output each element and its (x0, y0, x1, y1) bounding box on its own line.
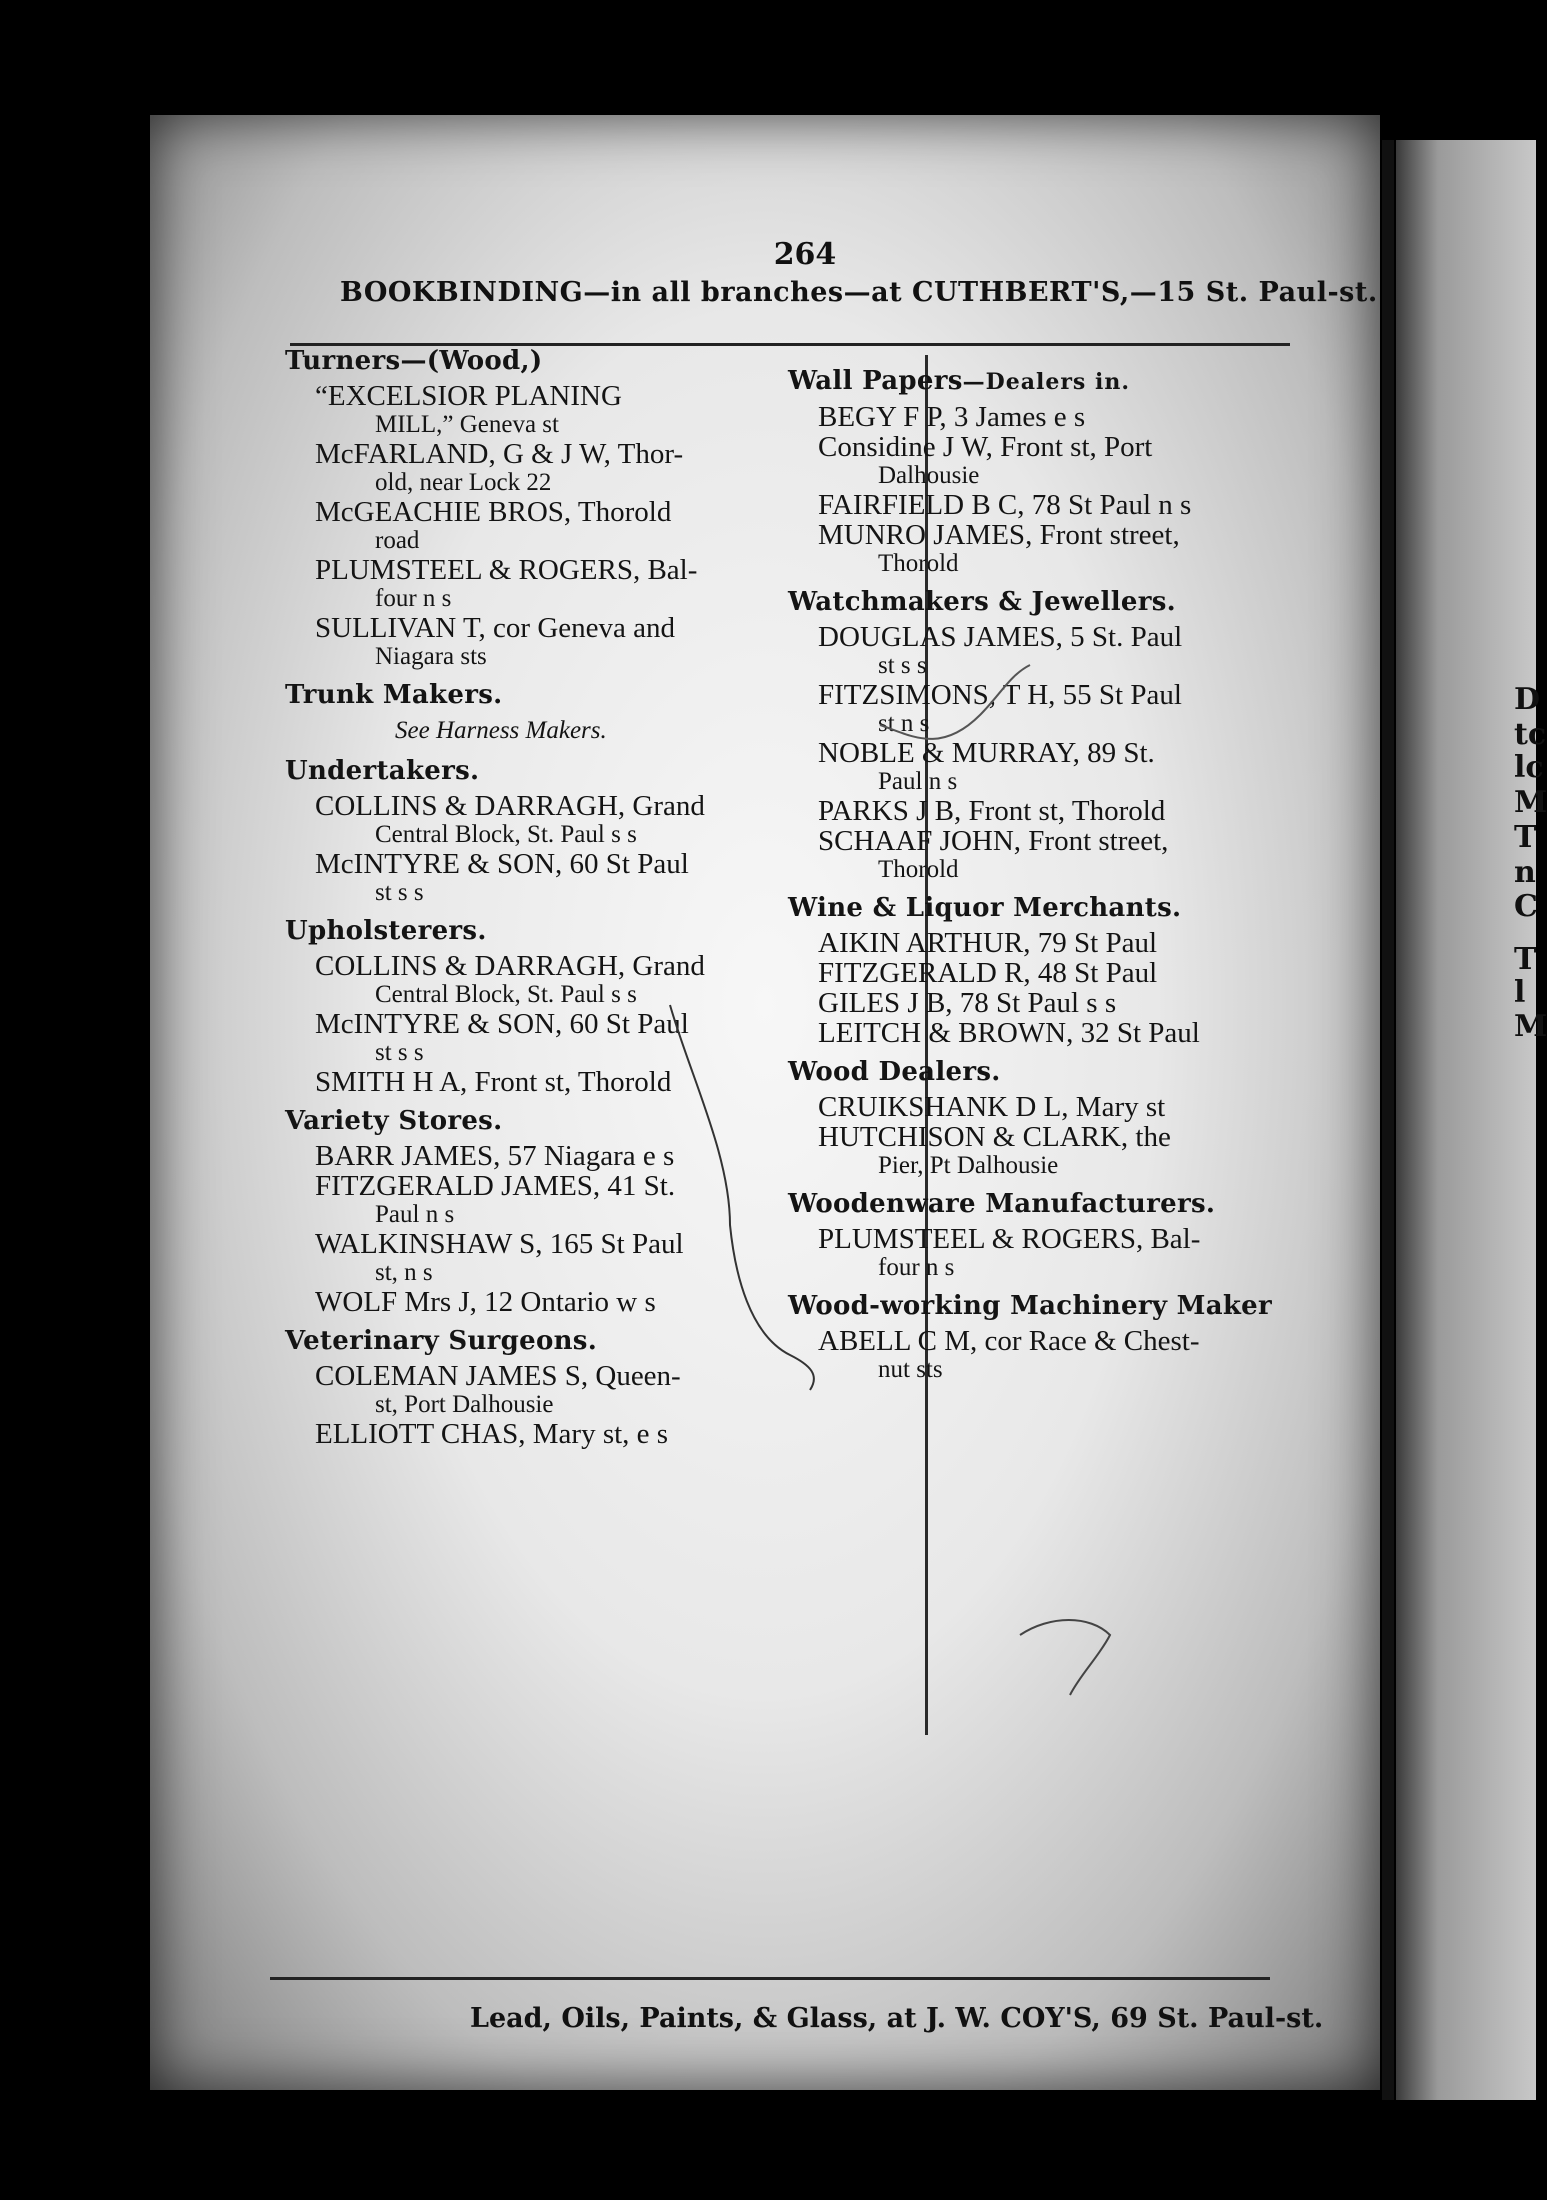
list-item: McGEACHIE BROS, Thorold road (315, 496, 672, 554)
section-heading: Upholsterers. (285, 916, 487, 946)
section-heading: Veterinary Surgeons. (285, 1326, 598, 1356)
adjacent-page-fragment: M (1514, 785, 1547, 820)
list-item: LEITCH & BROWN, 32 St Paul (818, 1017, 1200, 1049)
adjacent-page-fragment: M (1514, 1009, 1547, 1044)
section-watchmakers (788, 584, 1418, 884)
list-item: PARKS J B, Front st, Thorold (818, 795, 1166, 827)
list-item: FITZGERALD JAMES, 41 St. Paul n s (315, 1170, 676, 1228)
cross-reference-note: See Harness Makers. (395, 717, 607, 744)
list-item: ABELL C M, cor Race & Chest- nut sts (818, 1325, 1200, 1383)
list-item: SCHAAF JOHN, Front street, Thorold (818, 825, 1169, 883)
section-woodworking-machinery (788, 1288, 1418, 1384)
list-item: WALKINSHAW S, 165 St Paul st, n s (315, 1228, 684, 1286)
list-item: PLUMSTEEL & ROGERS, Bal- four n s (315, 554, 698, 612)
list-item: CRUIKSHANK D L, Mary st (818, 1091, 1166, 1123)
list-item: Considine J W, Front st, Port Dalhousie (818, 431, 1153, 489)
list-item: COLLINS & DARRAGH, Grand Central Block, St. Paul s s (315, 950, 705, 1008)
list-item: BARR JAMES, 57 Niagara e s (315, 1140, 675, 1172)
list-item: COLEMAN JAMES S, Queen- st, Port Dalhousie (315, 1360, 681, 1418)
right-column (788, 357, 1418, 1384)
section-heading: Wall Papers—Dealers in. (788, 366, 1130, 396)
list-item: SMITH H A, Front st, Thorold (315, 1066, 672, 1098)
adjacent-page-fragment: T (1514, 942, 1537, 977)
list-item: BEGY F P, 3 James e s (818, 401, 1086, 433)
list-item: MUNRO JAMES, Front street, Thorold (818, 519, 1180, 577)
section-woodenware (788, 1186, 1418, 1282)
directory-page (150, 115, 1380, 2090)
section-heading: Wine & Liquor Merchants. (788, 893, 1182, 923)
list-item: GILES J B, 78 St Paul s s (818, 987, 1117, 1019)
page-number: 264 (773, 237, 837, 272)
list-item: SULLIVAN T, cor Geneva and Niagara sts (315, 612, 675, 670)
list-item: FITZGERALD R, 48 St Paul (818, 957, 1158, 989)
list-item: McINTYRE & SON, 60 St Paul st s s (315, 848, 689, 906)
adjacent-page-fragment: lc (1514, 750, 1544, 785)
list-item: ELLIOTT CHAS, Mary st, e s (315, 1418, 669, 1450)
list-item: “EXCELSIOR PLANING MILL,” Geneva st (315, 380, 622, 438)
adjacent-page-fragment: T (1514, 820, 1537, 855)
section-heading: Wood-working Machinery Maker (788, 1291, 1273, 1321)
list-item: COLLINS & DARRAGH, Grand Central Block, St. Paul s s (315, 790, 705, 848)
adjacent-page-fragment: n (1514, 855, 1536, 890)
section-heading: Watchmakers & Jewellers. (788, 587, 1177, 617)
section-heading: Turners—(Wood,) (285, 346, 543, 376)
section-heading: Trunk Makers. (285, 680, 503, 710)
list-item: AIKIN ARTHUR, 79 St Paul (818, 927, 1158, 959)
page-header-advert: BOOKBINDING—in all branches—at CUTHBERT'S,—15 St. Paul-st. (340, 277, 1378, 308)
list-item: PLUMSTEEL & ROGERS, Bal- four n s (818, 1223, 1201, 1281)
adjacent-page-fragment: tc (1514, 717, 1547, 752)
list-item: NOBLE & MURRAY, 89 St. Paul n s (818, 737, 1155, 795)
section-heading: Woodenware Manufacturers. (788, 1189, 1216, 1219)
list-item: FAIRFIELD B C, 78 St Paul n s (818, 489, 1192, 521)
adjacent-page-fragment: D (1514, 682, 1541, 717)
list-item: DOUGLAS JAMES, 5 St. Paul st s s (818, 621, 1183, 679)
list-item: HUTCHISON & CLARK, the Pier, Pt Dalhousie (818, 1121, 1171, 1179)
section-heading: Wood Dealers. (788, 1057, 1001, 1087)
page-footer-advert: Lead, Oils, Paints, & Glass, at J. W. COY'S, 69 St. Paul-st. (470, 2003, 1324, 2034)
list-item: WOLF Mrs J, 12 Ontario w s (315, 1286, 656, 1318)
adjacent-page-edge (1396, 140, 1547, 2100)
book-spine (1382, 140, 1394, 2100)
footer-rule (270, 1977, 1270, 1980)
section-heading: Undertakers. (285, 756, 480, 786)
section-wine-liquor (788, 890, 1418, 1048)
adjacent-page-fragment: C (1514, 889, 1538, 924)
adjacent-page-fragment: l (1514, 975, 1526, 1010)
section-heading: Variety Stores. (285, 1106, 503, 1136)
section-wall-papers (788, 363, 1418, 578)
list-item: FITZSIMONS, T H, 55 St Paul st n s (818, 679, 1182, 737)
list-item: McINTYRE & SON, 60 St Paul st s s (315, 1008, 689, 1066)
list-item: McFARLAND, G & J W, Thor- old, near Lock 22 (315, 438, 684, 496)
section-wood-dealers (788, 1054, 1418, 1180)
